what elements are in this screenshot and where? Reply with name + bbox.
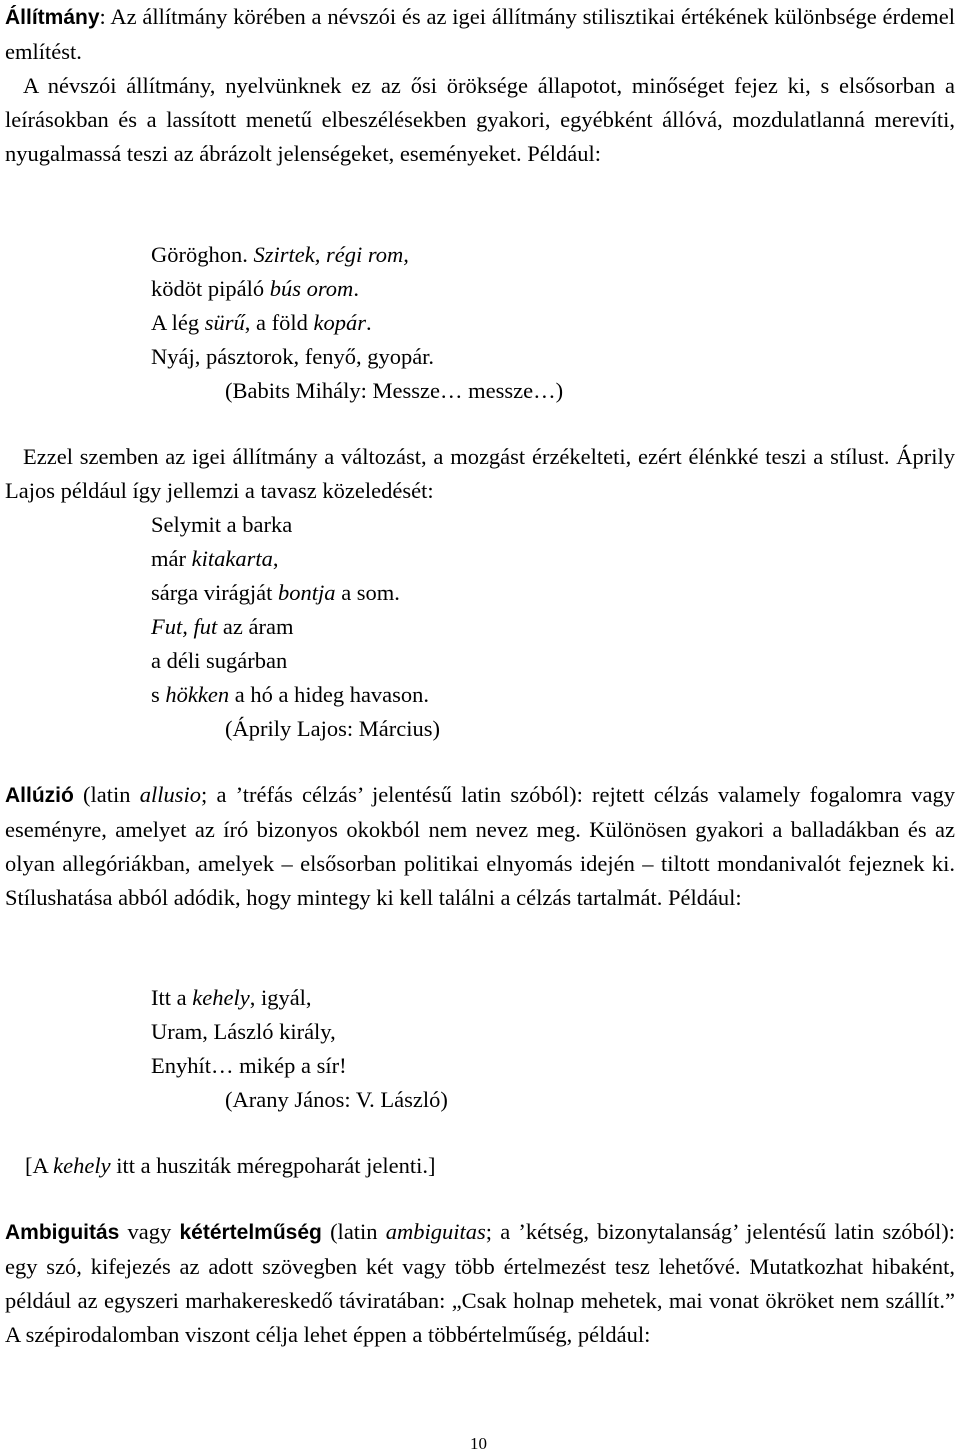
poem-aprily <box>151 508 440 746</box>
term-ketertelmuseg: kétértelműség <box>179 1221 322 1244</box>
poem-line: már kitakarta, <box>151 546 279 571</box>
poem-line: Fut, fut az áram <box>151 614 294 639</box>
poem-babits <box>151 238 563 408</box>
poem-line: s hökken a hó a hideg havason. <box>151 682 430 707</box>
poem-source: (Arany János: V. László) <box>225 1087 448 1112</box>
term-allitmany: Állítmány <box>5 6 100 29</box>
section-ambiguitas <box>5 1215 955 1352</box>
term-ambiguitas: Ambiguitás <box>5 1221 120 1244</box>
section-igei-allitmany <box>5 440 955 508</box>
note-paragraph: [A kehely itt a husziták méregpoharát jelenti.] <box>25 1153 436 1178</box>
igei-paragraph: Ezzel szemben az igei állítmány a változást, a mozgást érzékelteti, ezért élénkké teszi a stílust. Áprily Lajos például így jellemzi a tavasz közeledését: <box>5 444 955 503</box>
poem-line: sárga virágját bontja a som. <box>151 580 400 605</box>
alluzio-paragraph: Allúzió (latin allusio; a ’tréfás célzás’ jelentésű latin szóból): rejtett célzás valamely fogalomra vagy eseményre, amelyet az író bizonyos okokból nem nevez meg. Különösen gyakori a balladákban és az olyan allegóriákban, amelyek – elsősorban politikai elnyomás idején – tiltott mondanivalót fejeznek ki. Stílushatása abból adódik, hogy mintegy ki kell találni a célzás tartalmát. Például: <box>5 782 955 910</box>
poem-line: ködöt pipáló bús orom. <box>151 276 359 301</box>
poem-source: (Babits Mihály: Messze… messze…) <box>225 378 564 403</box>
ambiguitas-paragraph: Ambiguitás vagy kétértelműség (latin ambiguitas; a ’kétség, bizonytalanság’ jelentésű latin szóból): egy szó, kifejezés az adott szövegben két vagy több értelmezést tesz lehetővé. Mutatkozhat hibaként, például az egyszeri marhakereskedő táviratában: „Csak holnap mehetek, mai vonat ökröket nem szállít.” A szépirodalomban viszont célja lehet éppen a többértelműség, például: <box>5 1219 955 1347</box>
section-allitmany <box>5 0 955 171</box>
allitmany-paragraph-1: Állítmány: Az állítmány körében a névszói és az igei állítmány stilisztikai értékének különbsége érdemel említést. <box>5 4 955 64</box>
term-alluzio: Allúzió <box>5 784 74 807</box>
page-number: 10 <box>470 1434 487 1453</box>
poem-source: (Áprily Lajos: Március) <box>225 716 440 741</box>
allitmany-paragraph-2: A névszói állítmány, nyelvünknek ez az ősi öröksége állapotot, minőséget fejez ki, s elsősorban a leírásokban és a lassított menetű elbeszélésekben gyakori, egyébként állóvá, mozdulatlanná merevíti, nyugalmassá teszi az ábrázolt jelenségeket, eseményeket. Például: <box>5 73 955 166</box>
poem-line: Nyáj, pásztorok, fenyő, gyopár. <box>151 344 435 369</box>
note-kehely <box>5 1149 955 1183</box>
poem-line: Enyhít… mikép a sír! <box>151 1053 347 1078</box>
poem-line: A lég sürű, a föld kopár. <box>151 310 372 335</box>
poem-line: Uram, László király, <box>151 1019 336 1044</box>
poem-line: Itt a kehely, igyál, <box>151 985 312 1010</box>
poem-line: Selymit a barka <box>151 512 293 537</box>
poem-line: Göröghon. Szirtek, régi rom, <box>151 242 409 267</box>
poem-line: a déli sugárban <box>151 648 288 673</box>
document-page <box>5 0 955 1455</box>
section-alluzio <box>5 778 955 915</box>
poem-arany <box>151 981 448 1117</box>
